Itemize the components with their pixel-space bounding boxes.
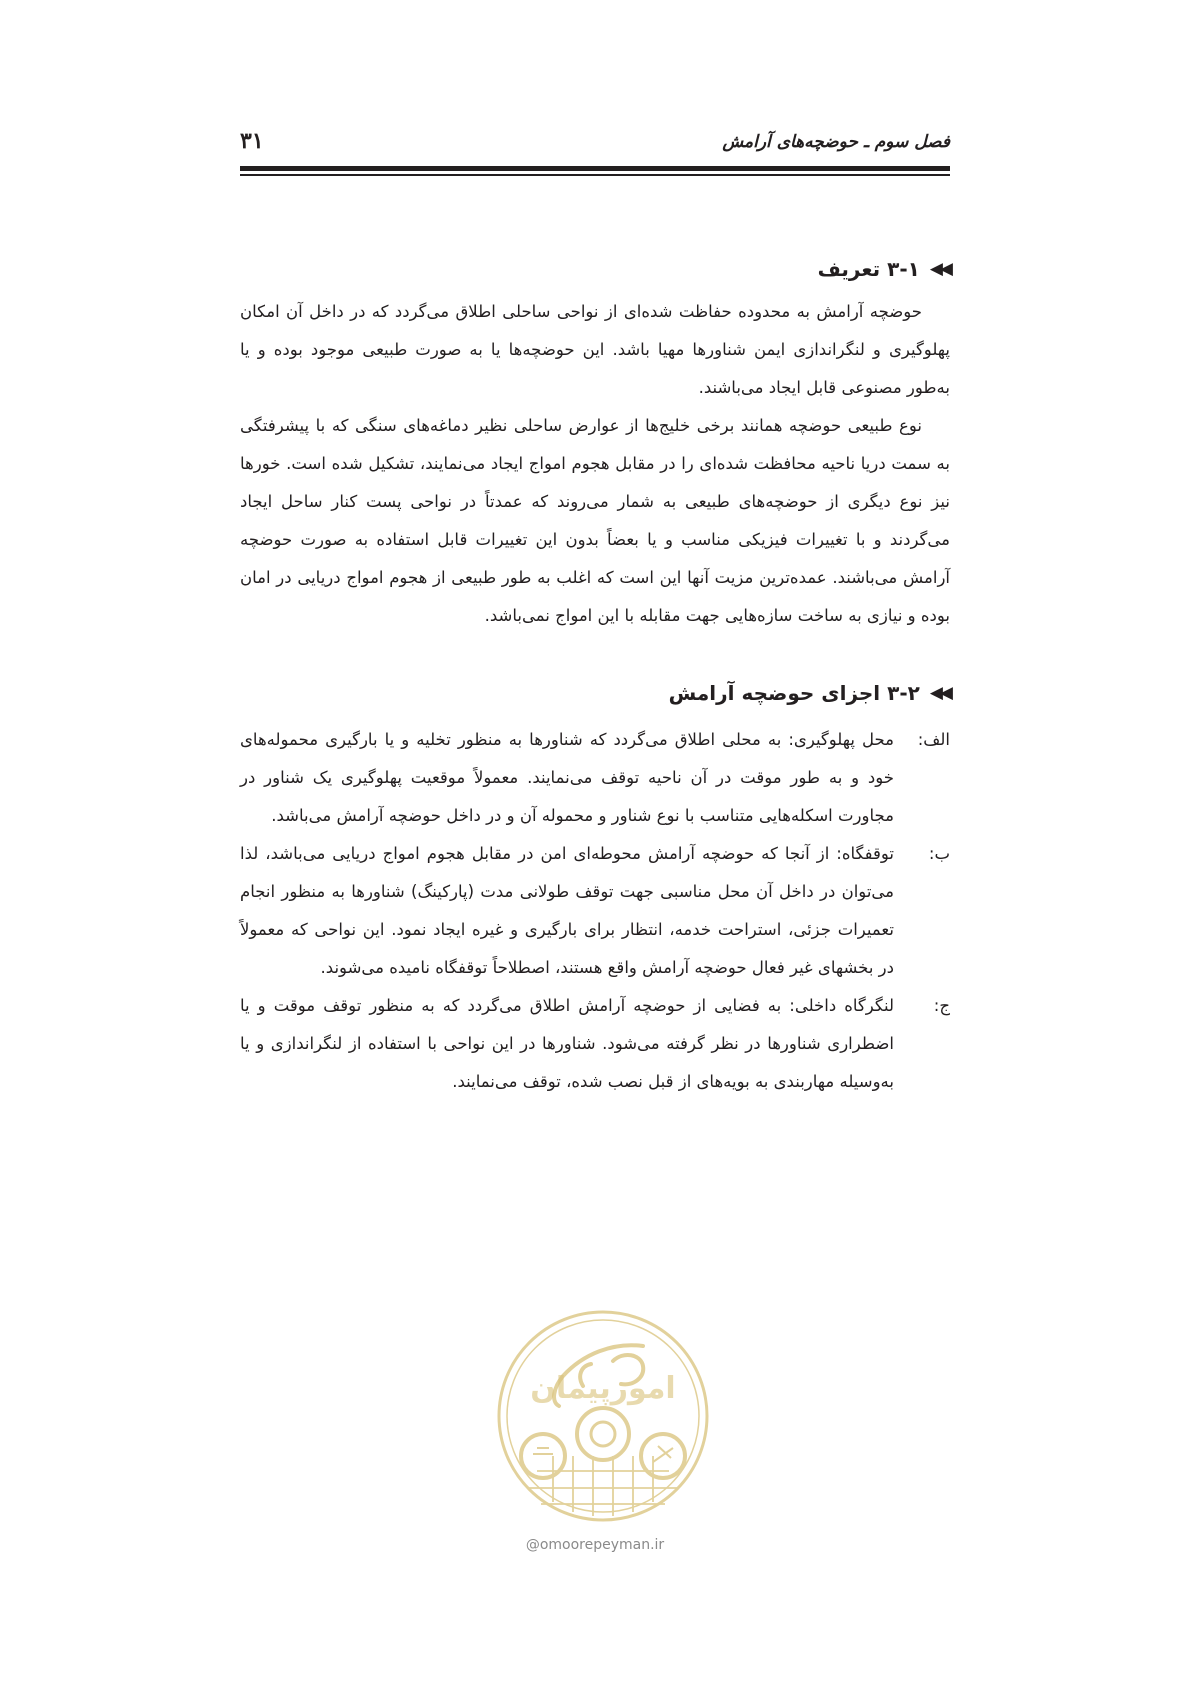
list-item-text: لنگرگاه داخلی: به فضایی از حوضچه آرامش اطلاق می‌گردد که به منظور توقف موقت و یا اضطراری شناورها در نظر گرفته می‌شود. شناورها در این نواحی با استفاده از لنگراندازی و یا به‌وسیله مهاربندی به بویه‌های از قبل نصب شده، توقف می‌نمایند. — [240, 996, 894, 1091]
double-arrow-icon: ◀◀ — [929, 259, 950, 279]
running-title: فصل سوم ـ حوضچه‌های آرامش — [722, 132, 950, 152]
header-rule-thick — [240, 166, 950, 171]
double-arrow-icon: ◀◀ — [929, 683, 950, 703]
section-heading-text: ۳-۱ تعریف — [817, 257, 920, 281]
at-icon: @ — [525, 1537, 540, 1553]
watermark-site — [0, 1537, 1190, 1553]
list-item-text: محل پهلوگیری: به محلی اطلاق می‌گردد که شناورها به منظور تخلیه و یا بارگیری محموله‌های خود و به طور موقت در آن ناحیه توقف می‌نمایند. معمولاً موقعیت پهلوگیری یک شناور در مجاورت اسکله‌هایی متناسب با نوع شناور و محموله آن و در داخل حوضچه آرامش می‌باشد. — [240, 730, 894, 825]
section-heading-text: ۳-۲ اجزای حوضچه آرامش — [668, 681, 920, 705]
section-heading-components — [240, 669, 950, 717]
list-item-label: ب: — [928, 844, 950, 863]
gear-seal-icon — [499, 1312, 707, 1520]
watermark-site-text: omoorepeyman.ir — [539, 1537, 665, 1553]
page-body — [240, 245, 950, 1101]
running-header — [240, 126, 950, 166]
paragraph: حوضچه آرامش به محدوده حفاظت شده‌ای از نواحی ساحلی اطلاق می‌گردد که در داخل آن امکان پهلوگیری و لنگراندازی ایمن شناورها مهیا باشد. این حوضچه‌ها یا به صورت طبیعی موجود بوده و یا به‌طور مصنوعی قابل ایجاد می‌باشند. — [240, 302, 950, 397]
list-item — [240, 987, 950, 1101]
page-number: ۳۱ — [240, 128, 264, 154]
header-rule-thin — [240, 174, 950, 176]
list-item — [240, 835, 950, 987]
list-item-text: توقفگاه: از آنجا که حوضچه آرامش محوطه‌ای امن در مقابل هجوم امواج دریایی می‌باشد، لذا می‌توان در داخل آن محل مناسبی جهت توقف طولانی مدت (پارکینگ) شناورها به منظور انجام تعمیرات جزئی، استراحت خدمه، انتظار برای بارگیری و غیره ایجاد نمود. این نواحی که معمولاً در بخشهای غیر فعال حوضچه آرامش واقع هستند، اصطلاحاً توقفگاه نامیده می‌شوند. — [240, 844, 894, 977]
watermark-logo — [493, 1306, 713, 1526]
list-item-label: ج: — [933, 996, 950, 1015]
paragraph: نوع طبیعی حوضچه همانند برخی خلیج‌ها از عوارض ساحلی نظیر دماغه‌های سنگی که با پیشرفتگی به سمت دریا ناحیه محافظت شده‌ای را در مقابل هجوم امواج ایجاد می‌نمایند، تشکیل شده است. خورها نیز نوع دیگری از حوضچه‌های طبیعی به شمار می‌روند که عمدتاً در نواحی پست کنار ساحل ایجاد می‌گردند و با تغییرات فیزیکی مناسب و یا بعضاً بدون این تغییرات قابل استفاده به صورت حوضچه آرامش می‌باشند. عمده‌ترین مزیت آنها این است که اغلب به طور طبیعی از هجوم امواج دریایی در امان بوده و نیازی به ساخت سازه‌هایی جهت مقابله با این امواج نمی‌باشد. — [240, 416, 950, 625]
section-heading-definition — [240, 245, 950, 293]
list-item-label: الف: — [917, 730, 950, 749]
list-item — [240, 721, 950, 835]
watermark-logo-text: امورپیمان — [530, 1371, 676, 1406]
components-list — [240, 721, 950, 1101]
